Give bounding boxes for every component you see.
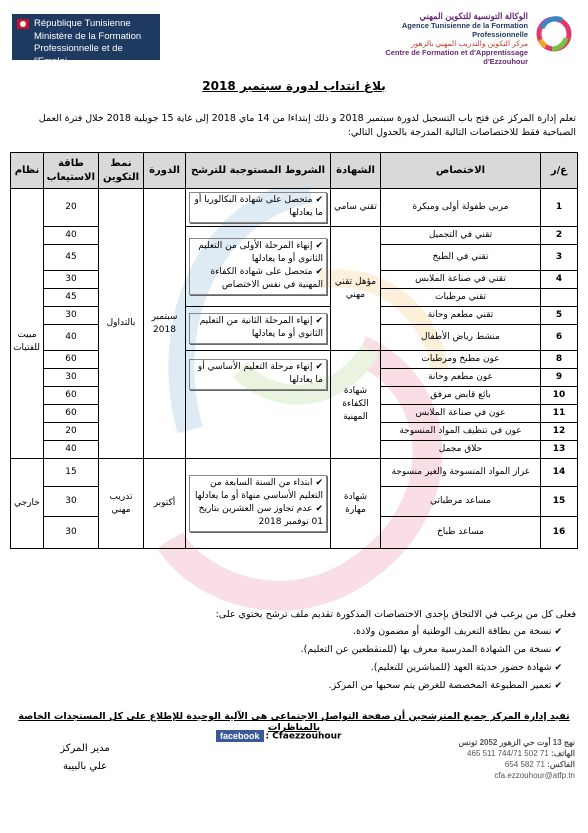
ministry-line: Professionnelle et de l'Emploi (34, 43, 123, 67)
table-row (11, 459, 578, 487)
row-capacity: 60 (44, 387, 99, 405)
row-capacity: 20 (44, 423, 99, 441)
ministry-banner (12, 14, 160, 67)
phone-numbers: 71 502 744/71 511 465 (467, 749, 549, 758)
certificate-cell: شهادة مهارة (331, 459, 381, 549)
social-media-notice: تفيد إدارة المركز جميع المترشحين أن صفحة التواصل الاجتماعي هي الآلية الوحيدة للإطلاع على كل المستجدات الخاصة بالمناظرات (18, 711, 570, 733)
agency-name-fr: Agence Tunisienne de la Formation Professionnelle (401, 21, 528, 39)
row-specialty: حلاق مجمل (381, 441, 541, 459)
row-number: 11 (541, 405, 578, 423)
table-header-row (11, 153, 578, 189)
row-capacity: 45 (44, 245, 99, 271)
list-item-text: نسخة من الشهادة المدرسية معرف بها (للمنقطعين عن التعليم). (300, 644, 552, 655)
row-specialty: عون مطعم وحانة (381, 369, 541, 387)
check-icon: ✔ (554, 645, 562, 655)
conditions-cell (186, 189, 331, 227)
centre-name-ar: مركز التكوين والتدريب المهني بالزهور (411, 39, 528, 48)
list-item (14, 659, 562, 677)
row-capacity: 15 (44, 459, 99, 487)
training-mode-cell: بالتداول (99, 189, 144, 459)
row-specialty: مربي طفولة أولى ومبكرة (381, 189, 541, 227)
check-icon: ✔ (315, 195, 323, 205)
condition-box (189, 475, 327, 532)
header-specialty: الاختصاص (381, 153, 541, 189)
row-specialty: مساعد مرطباتي (381, 487, 541, 517)
row-capacity: 60 (44, 405, 99, 423)
row-specialty: عون في تنظيف المواد المنسوجة (381, 423, 541, 441)
condition-box (189, 359, 327, 390)
row-capacity: 30 (44, 307, 99, 325)
intro-paragraph: تعلم إدارة المركز عن فتح باب التسجيل لدورة سبتمبر 2018 و ذلك إبتداءا من 14 ماي 2018 إلى غاية 15 جويلية 2018 خلال فترة العمل الصباحية فقط للاختصاصات التالية المدرجة بالجدول التالي: (38, 113, 576, 138)
housing-cell: خارجي (11, 459, 44, 549)
row-capacity: 20 (44, 189, 99, 227)
conditions-cell (186, 351, 331, 459)
header-capacity: طاقة الاستيعاب (44, 153, 99, 189)
condition-text: إنهاء المرحلة الأولى من التعليم الثانوي أو ما يعادلها (198, 241, 323, 264)
table-row (11, 189, 578, 227)
row-capacity: 30 (44, 369, 99, 387)
row-number: 8 (541, 351, 578, 369)
requirements-section (14, 606, 576, 695)
row-capacity: 45 (44, 289, 99, 307)
row-capacity: 40 (44, 227, 99, 245)
row-specialty: تقني مطعم وحانة (381, 307, 541, 325)
specialties-table (10, 152, 578, 549)
ministry-line: Ministère de la Formation (34, 30, 142, 42)
header-session: الدورة (144, 153, 186, 189)
conditions-cell (186, 227, 331, 307)
condition-box (189, 238, 327, 295)
centre-name-fr: Centre de Formation et d'Apprentissage d'Ezzouhour (385, 48, 528, 66)
list-item-text: نسخة من بطاقة التعريف الوطنية أو مضمون ولادة. (352, 626, 552, 637)
row-number: 12 (541, 423, 578, 441)
check-icon: ✔ (315, 241, 323, 251)
check-icon: ✔ (554, 663, 562, 673)
row-specialty: مساعد طباخ (381, 517, 541, 549)
row-capacity: 60 (44, 351, 99, 369)
condition-text: متحصل على شهادة البكالوريا أو ما يعادلها (194, 195, 323, 218)
contact-email[interactable]: cfa.ezzouhour@atfp.tn (494, 771, 575, 780)
tunisia-flag-icon (17, 19, 29, 29)
housing-blank-cell (11, 189, 44, 227)
agency-name-ar: الوكالة التونسية للتكوين المهني (419, 11, 528, 21)
header-certificate: الشهادة (331, 153, 381, 189)
requirements-list (14, 623, 576, 695)
check-icon: ✔ (315, 316, 323, 326)
condition-text: إنهاء المرحلة الثانية من التعليم الثانوي أو ما يعادلها (199, 316, 323, 339)
row-number: 13 (541, 441, 578, 459)
row-number: 4 (541, 271, 578, 289)
signature-role: مدير المركز (60, 743, 110, 754)
row-number: 14 (541, 459, 578, 487)
agency-block (348, 12, 528, 66)
condition-text: إنهاء مرحلة التعليم الأساسي أو ما يعادلها (197, 362, 323, 385)
list-item (14, 641, 562, 659)
row-specialty: غراز المواد المنسوجة والغير منسوجة (381, 459, 541, 487)
row-specialty: تقني في الطبخ (381, 245, 541, 271)
signature-name: علي بالبيبة (62, 761, 108, 772)
certificate-cell: تقني سامي (331, 189, 381, 227)
header-conditions: الشروط المستوجبة للترشح (186, 153, 331, 189)
training-mode-cell: تدريب مهني (99, 459, 144, 549)
row-number: 3 (541, 245, 578, 271)
row-specialty: عون في صناعة الملابس (381, 405, 541, 423)
conditions-cell (186, 459, 331, 549)
row-capacity: 40 (44, 325, 99, 351)
table-row (11, 351, 578, 369)
certificate-cell: مؤهل تقني مهني (331, 227, 381, 351)
condition-text: متحصل على شهادة الكفاءة المهنية في نفس الاختصاص (210, 267, 323, 290)
check-icon: ✔ (554, 627, 562, 637)
header-housing: نظام (11, 153, 44, 189)
atfp-logo-icon (532, 10, 576, 62)
row-specialty: بائع قابض مرفق (381, 387, 541, 405)
row-capacity: 40 (44, 441, 99, 459)
list-item (14, 623, 562, 641)
contact-block (425, 737, 575, 781)
row-specialty: منشط رياض الأطفال (381, 325, 541, 351)
signature-block (40, 740, 130, 776)
row-specialty: تقني في التجميل (381, 227, 541, 245)
list-item-text: شهادة حضور حديثة العهد (للمباشرين للتعليم). (370, 662, 552, 673)
check-icon: ✔ (554, 681, 562, 691)
facebook-link[interactable] (216, 730, 341, 742)
row-specialty: تقني مرطبات (381, 289, 541, 307)
requirements-lead: فعلى كل من يرغب في الالتحاق بإحدى الاختصاصات المذكورة تقديم ملف ترشح يحتوي على: (215, 609, 576, 620)
row-number: 16 (541, 517, 578, 549)
fax-number: 71 582 654 (504, 760, 545, 769)
row-number (541, 289, 578, 307)
header-num: ع/ر (541, 153, 578, 189)
row-number: 9 (541, 369, 578, 387)
contact-address: نهج 13 أوت حي الزهور 2052 تونس (458, 738, 575, 747)
facebook-page-name[interactable]: : Cfaezzouhour (265, 731, 342, 742)
session-cell: سبتمبر 2018 (144, 189, 186, 459)
check-icon: ✔ (315, 504, 323, 514)
table-row (11, 227, 578, 245)
condition-box (189, 313, 327, 344)
header-training-mode: نمط التكوين (99, 153, 144, 189)
row-number: 6 (541, 325, 578, 351)
row-capacity: 30 (44, 517, 99, 549)
ministry-line: République Tunisienne (34, 18, 131, 29)
row-number: 10 (541, 387, 578, 405)
check-icon: ✔ (315, 362, 323, 372)
row-number: 1 (541, 189, 578, 227)
row-capacity: 30 (44, 487, 99, 517)
list-item-text: تعمير المطبوعة المخصصة للغرض يتم سحبها من المركز. (328, 680, 552, 691)
conditions-cell (186, 307, 331, 351)
row-specialty: تقني في صناعة الملابس (381, 271, 541, 289)
list-item (14, 677, 562, 695)
page-title: بلاغ انتداب لدورة سبتمبر 2018 (202, 79, 386, 93)
row-number: 5 (541, 307, 578, 325)
session-cell: أكتوبر (144, 459, 186, 549)
check-icon: ✔ (315, 478, 323, 488)
check-icon: ✔ (315, 267, 323, 277)
phone-label: الهاتف: (551, 749, 575, 758)
condition-text: ابتداء من السنة السابعة من التعليم الأساسي منهاة أو ما يعادلها (194, 478, 323, 501)
row-number: 2 (541, 227, 578, 245)
fax-label: الفاكس: (547, 760, 575, 769)
row-specialty: عون مطبخ ومرطبات (381, 351, 541, 369)
row-capacity: 30 (44, 271, 99, 289)
facebook-icon[interactable]: facebook (216, 730, 264, 742)
housing-cell: مبيت للفتيات (11, 227, 44, 459)
condition-text: عدم تجاوز سن العشرين بتاريخ 01 نوفمبر 2018 (198, 504, 323, 527)
condition-box (189, 192, 327, 223)
certificate-cell: شهادة الكفاءة المهنية (331, 351, 381, 459)
table-row (11, 307, 578, 325)
row-number: 15 (541, 487, 578, 517)
